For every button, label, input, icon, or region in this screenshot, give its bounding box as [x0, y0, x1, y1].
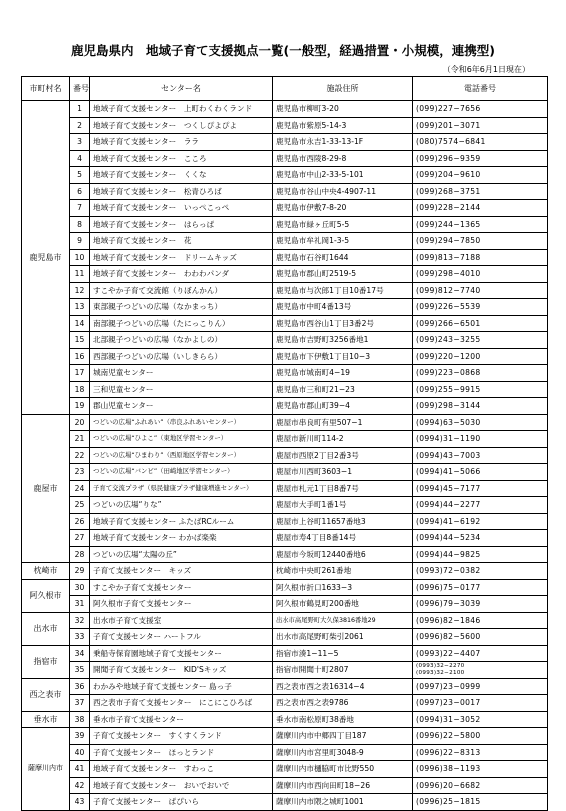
row-number: 9 [70, 233, 90, 250]
center-name: 地域子育て支援センター おいでおいで [90, 777, 273, 794]
row-number: 22 [70, 447, 90, 464]
row-number: 33 [70, 629, 90, 646]
center-address: 鹿児島市緑ヶ丘町5-5 [273, 216, 413, 233]
center-phone: (0994)45−7177 [413, 480, 548, 497]
center-phone: (099)812−7740 [413, 282, 548, 299]
center-address: 鹿屋市今坂町12440番地6 [273, 546, 413, 563]
center-name: 地域子育て支援センター わかば楽楽 [90, 530, 273, 547]
center-address: 鹿児島市下伊敷1丁目10−3 [273, 348, 413, 365]
table-row [22, 381, 548, 398]
center-address: 垂水市南松原町38番地 [273, 711, 413, 728]
center-phone: (0996)82−1846 [413, 612, 548, 629]
row-number: 17 [70, 365, 90, 382]
center-address: 薩摩川内市樋脇町市比野550 [273, 761, 413, 778]
center-phone: (099)298−3144 [413, 398, 548, 415]
table-row [22, 513, 548, 530]
table-row [22, 695, 548, 712]
table-row [22, 678, 548, 695]
row-number: 24 [70, 480, 90, 497]
municipality-cell: 出水市 [22, 612, 70, 645]
center-name: つどいの広場“りな” [90, 497, 273, 514]
header-center-name: センター名 [90, 77, 273, 101]
center-name: 子育て支援センター ぱぴいら [90, 794, 273, 811]
center-name: 北部親子つどいの広場（なかよしの） [90, 332, 273, 349]
center-name: つどいの広場“太陽の丘” [90, 546, 273, 563]
center-name: 地域子育て支援センター はらっぱ [90, 216, 273, 233]
center-name: 地域子育て支援センター いっぺこっぺ [90, 200, 273, 217]
row-number: 5 [70, 167, 90, 184]
row-number: 42 [70, 777, 90, 794]
center-phone: (099)255−9915 [413, 381, 548, 398]
center-address: 鹿児島市郡山町39−4 [273, 398, 413, 415]
center-name: 地域子育て支援センター ふたばRCルーム [90, 513, 273, 530]
center-name: 子育て交流プラザ（県民健康プラザ健康増進センター） [90, 480, 273, 497]
center-address: 薩摩川内市中郷四丁目187 [273, 728, 413, 745]
center-address: 西之表市西之表16314−4 [273, 678, 413, 695]
row-number: 28 [70, 546, 90, 563]
center-address: 鹿児島市西谷山1丁目3番2号 [273, 315, 413, 332]
center-phone: (0997)23−0999 [413, 678, 548, 695]
center-address: 鹿屋市上谷町11657番地3 [273, 513, 413, 530]
center-name: 西之表市子育て支援センター にこにこひろば [90, 695, 273, 712]
center-address: 鹿屋市西原2丁目2番3号 [273, 447, 413, 464]
center-name: 東部親子つどいの広場（なかまっち） [90, 299, 273, 316]
center-address: 出水市高尾野町大久保3816番地29 [273, 612, 413, 629]
table-row [22, 348, 548, 365]
center-address: 阿久根市鶴見町200番地 [273, 596, 413, 613]
row-number: 23 [70, 464, 90, 481]
center-list-table [21, 76, 548, 811]
table-row [22, 579, 548, 596]
phone-line-1: (0993)32−2270 [416, 662, 465, 669]
phone-line-2: (0993)32−2100 [416, 669, 465, 676]
center-phone: (0996)38−1193 [413, 761, 548, 778]
center-address: 鹿屋市川西町3603−1 [273, 464, 413, 481]
center-name: 子育て支援センター ほっとランド [90, 744, 273, 761]
center-address: 鹿児島市与次郎1丁目10番17号 [273, 282, 413, 299]
center-address: 鹿児島市永吉1-33-13-1F [273, 134, 413, 151]
center-address: 出水市高尾野町柴引2061 [273, 629, 413, 646]
row-number: 10 [70, 249, 90, 266]
row-number: 6 [70, 183, 90, 200]
row-number: 29 [70, 563, 90, 580]
center-phone: (0993)22−4407 [413, 645, 548, 662]
table-row [22, 365, 548, 382]
municipality-cell: 薩摩川内市 [22, 728, 70, 811]
center-address: 鹿児島市伊敷7-8-20 [273, 200, 413, 217]
center-phone: (099)226−5539 [413, 299, 548, 316]
center-name: つどいの広場“ふれあい”（串良ふれあいセンター） [90, 414, 273, 431]
center-phone: (099)296−9359 [413, 150, 548, 167]
municipality-cell: 枕崎市 [22, 563, 70, 580]
table-row [22, 150, 548, 167]
center-address: 鹿児島市柳町3-20 [273, 101, 413, 118]
municipality-cell: 鹿児島市 [22, 101, 70, 415]
center-address: 鹿児島市西陵8-29-8 [273, 150, 413, 167]
row-number: 20 [70, 414, 90, 431]
center-name: 乗船寺保育園地域子育て支援センター [90, 645, 273, 662]
table-row [22, 414, 548, 431]
center-phone: (0996)75−0177 [413, 579, 548, 596]
center-address: 枕崎市中央町261番地 [273, 563, 413, 580]
table-row [22, 216, 548, 233]
center-name: 南部親子つどいの広場（たにっこりん） [90, 315, 273, 332]
row-number: 4 [70, 150, 90, 167]
center-address: 鹿児島市三和町21−23 [273, 381, 413, 398]
table-row [22, 183, 548, 200]
municipality-cell: 鹿屋市 [22, 414, 70, 563]
center-address: 西之表市西之表9786 [273, 695, 413, 712]
center-name: 地域子育て支援センター こころ [90, 150, 273, 167]
row-number: 18 [70, 381, 90, 398]
center-phone: (0996)22−8313 [413, 744, 548, 761]
table-row [22, 233, 548, 250]
date-note: （令和6年6月1日現在） [442, 65, 530, 74]
center-address: 指宿市湊1−11−5 [273, 645, 413, 662]
table-row [22, 612, 548, 629]
center-name: すこやか子育て交流館（りぼんかん） [90, 282, 273, 299]
municipality-cell: 阿久根市 [22, 579, 70, 612]
center-address: 鹿児島市城南町4−19 [273, 365, 413, 382]
center-address: 鹿児島市中町4番13号 [273, 299, 413, 316]
row-number: 38 [70, 711, 90, 728]
table-row [22, 134, 548, 151]
center-name: 地域子育て支援センター 花 [90, 233, 273, 250]
center-address: 鹿屋市新川町114-2 [273, 431, 413, 448]
table-row [22, 530, 548, 547]
center-address: 鹿屋市大手町1番1号 [273, 497, 413, 514]
center-name: つどいの広場“ひまわり”（西原地区学習センター） [90, 447, 273, 464]
center-address: 指宿市開聞十町2807 [273, 662, 413, 679]
table-row [22, 101, 548, 118]
row-number: 1 [70, 101, 90, 118]
center-address: 鹿児島市谷山中央4-4907-11 [273, 183, 413, 200]
center-name: 地域子育て支援センター すわっこ [90, 761, 273, 778]
municipality-cell: 西之表市 [22, 678, 70, 711]
center-name: 地域子育て支援センター わわわパンダ [90, 266, 273, 283]
table-row [22, 200, 548, 217]
row-number: 14 [70, 315, 90, 332]
center-name: 開聞子育て支援センター KID'Sキッズ [90, 662, 273, 679]
row-number: 7 [70, 200, 90, 217]
center-name: 郡山児童センター [90, 398, 273, 415]
table-row [22, 744, 548, 761]
center-phone: (0996)82−5600 [413, 629, 548, 646]
center-name: 垂水市子育て支援センター [90, 711, 273, 728]
row-number: 32 [70, 612, 90, 629]
table-row [22, 563, 548, 580]
header-municipality: 市町村名 [22, 77, 70, 101]
table-row [22, 629, 548, 646]
municipality-cell: 垂水市 [22, 711, 70, 728]
center-phone: (0997)23−0017 [413, 695, 548, 712]
center-name: 阿久根市子育て支援センター [90, 596, 273, 613]
row-number: 37 [70, 695, 90, 712]
table-row [22, 546, 548, 563]
center-name: 子育て支援センター すくすくランド [90, 728, 273, 745]
center-phone: (099)227−7656 [413, 101, 548, 118]
center-phone: (0996)22−5800 [413, 728, 548, 745]
center-phone: (099)813−7188 [413, 249, 548, 266]
center-phone: (099)220−1200 [413, 348, 548, 365]
center-name: わかみや地域子育て支援センター 島っ子 [90, 678, 273, 695]
row-number: 36 [70, 678, 90, 695]
table-row [22, 447, 548, 464]
row-number: 25 [70, 497, 90, 514]
table-row [22, 167, 548, 184]
row-number: 39 [70, 728, 90, 745]
row-number: 41 [70, 761, 90, 778]
center-name: 子育て支援センター キッズ [90, 563, 273, 580]
row-number: 13 [70, 299, 90, 316]
row-number: 27 [70, 530, 90, 547]
header-number: 番号 [70, 77, 90, 101]
center-address: 鹿屋市串良町有里507−1 [273, 414, 413, 431]
center-phone: (099)201−3071 [413, 117, 548, 134]
center-address: 鹿児島市石谷町1644 [273, 249, 413, 266]
center-name: 地域子育て支援センター 松青ひろば [90, 183, 273, 200]
table-row [22, 645, 548, 662]
center-name: つどいの広場“バンビ”（田崎地区学習センター） [90, 464, 273, 481]
center-phone: (080)7574−6841 [413, 134, 548, 151]
row-number: 31 [70, 596, 90, 613]
page-title: 鹿児島県内 地域子育て支援拠点一覧(一般型，経過措置・小規模，連携型) [71, 43, 495, 58]
table-row [22, 794, 548, 811]
center-name: 地域子育て支援センター ララ [90, 134, 273, 151]
center-address: 鹿屋市札元1丁目8番7号 [273, 480, 413, 497]
center-phone: (0994)31−3052 [413, 711, 548, 728]
center-address: 鹿児島市中山2-33-5-101 [273, 167, 413, 184]
row-number: 16 [70, 348, 90, 365]
center-phone [413, 662, 548, 679]
center-phone: (099)298−4010 [413, 266, 548, 283]
table-row [22, 711, 548, 728]
table-row [22, 761, 548, 778]
center-phone: (0994)44−5234 [413, 530, 548, 547]
center-name: 出水市子育て支援室 [90, 612, 273, 629]
table-body [22, 101, 548, 811]
center-phone: (0996)20−6682 [413, 777, 548, 794]
row-number: 11 [70, 266, 90, 283]
row-number: 34 [70, 645, 90, 662]
center-phone: (0994)44−2277 [413, 497, 548, 514]
row-number: 19 [70, 398, 90, 415]
center-phone: (099)244−1365 [413, 216, 548, 233]
header-address: 施設住所 [273, 77, 413, 101]
center-address: 薩摩川内市宮里町3048-9 [273, 744, 413, 761]
row-number: 12 [70, 282, 90, 299]
table-row [22, 117, 548, 134]
center-phone: (0996)25−1815 [413, 794, 548, 811]
row-number: 21 [70, 431, 90, 448]
center-name: 西部親子つどいの広場（いしきらら） [90, 348, 273, 365]
center-name: すこやか子育て支援センター [90, 579, 273, 596]
center-name: 城南児童センター [90, 365, 273, 382]
center-address: 鹿屋市寿4丁目8番14号 [273, 530, 413, 547]
table-row [22, 315, 548, 332]
center-phone: (0996)79−3039 [413, 596, 548, 613]
table-row [22, 480, 548, 497]
center-phone: (099)266−6501 [413, 315, 548, 332]
center-phone: (099)294−7850 [413, 233, 548, 250]
row-number: 40 [70, 744, 90, 761]
center-phone: (0994)63−5030 [413, 414, 548, 431]
table-row [22, 777, 548, 794]
table-row [22, 728, 548, 745]
center-address: 鹿児島市吉野町3256番地1 [273, 332, 413, 349]
center-name: 地域子育て支援センター 上町わくわくランド [90, 101, 273, 118]
center-name: つどいの広場“ひよこ”（東地区学習センター） [90, 431, 273, 448]
center-phone: (0994)41−6192 [413, 513, 548, 530]
table-row [22, 249, 548, 266]
center-name: 地域子育て支援センター ドリームキッズ [90, 249, 273, 266]
center-address: 鹿児島市郡山町2519-5 [273, 266, 413, 283]
center-phone: (099)223−0868 [413, 365, 548, 382]
center-name: 地域子育て支援センター くくな [90, 167, 273, 184]
table-row [22, 596, 548, 613]
table-header-row [22, 77, 548, 101]
table-row [22, 497, 548, 514]
row-number: 26 [70, 513, 90, 530]
row-number: 15 [70, 332, 90, 349]
center-phone: (0994)41−5066 [413, 464, 548, 481]
center-address: 阿久根市折口1633−3 [273, 579, 413, 596]
center-address: 鹿児島市牟礼岡1-3-5 [273, 233, 413, 250]
table-row [22, 464, 548, 481]
center-address: 薩摩川内市隈之城町1001 [273, 794, 413, 811]
row-number: 30 [70, 579, 90, 596]
municipality-cell: 指宿市 [22, 645, 70, 678]
table-row [22, 282, 548, 299]
header-phone: 電話番号 [413, 77, 548, 101]
table-row [22, 299, 548, 316]
center-address: 薩摩川内市西向田町18−26 [273, 777, 413, 794]
center-phone: (0994)44−9825 [413, 546, 548, 563]
center-name: 子育て支援センター ハートフル [90, 629, 273, 646]
center-phone: (099)204−9610 [413, 167, 548, 184]
row-number: 35 [70, 662, 90, 679]
row-number: 2 [70, 117, 90, 134]
center-phone: (099)243−3255 [413, 332, 548, 349]
center-phone: (099)228−2144 [413, 200, 548, 217]
center-phone: (0994)43−7003 [413, 447, 548, 464]
center-phone: (0993)72−0382 [413, 563, 548, 580]
table-row [22, 266, 548, 283]
table-row [22, 398, 548, 415]
table-row [22, 662, 548, 679]
row-number: 3 [70, 134, 90, 151]
center-name: 地域子育て支援センター つくしぴよぴよ [90, 117, 273, 134]
center-address: 鹿児島市紫原5-14-3 [273, 117, 413, 134]
table-row [22, 431, 548, 448]
center-phone: (0994)31−1190 [413, 431, 548, 448]
row-number: 43 [70, 794, 90, 811]
center-name: 三和児童センター [90, 381, 273, 398]
center-phone: (099)268−3751 [413, 183, 548, 200]
table-row [22, 332, 548, 349]
row-number: 8 [70, 216, 90, 233]
